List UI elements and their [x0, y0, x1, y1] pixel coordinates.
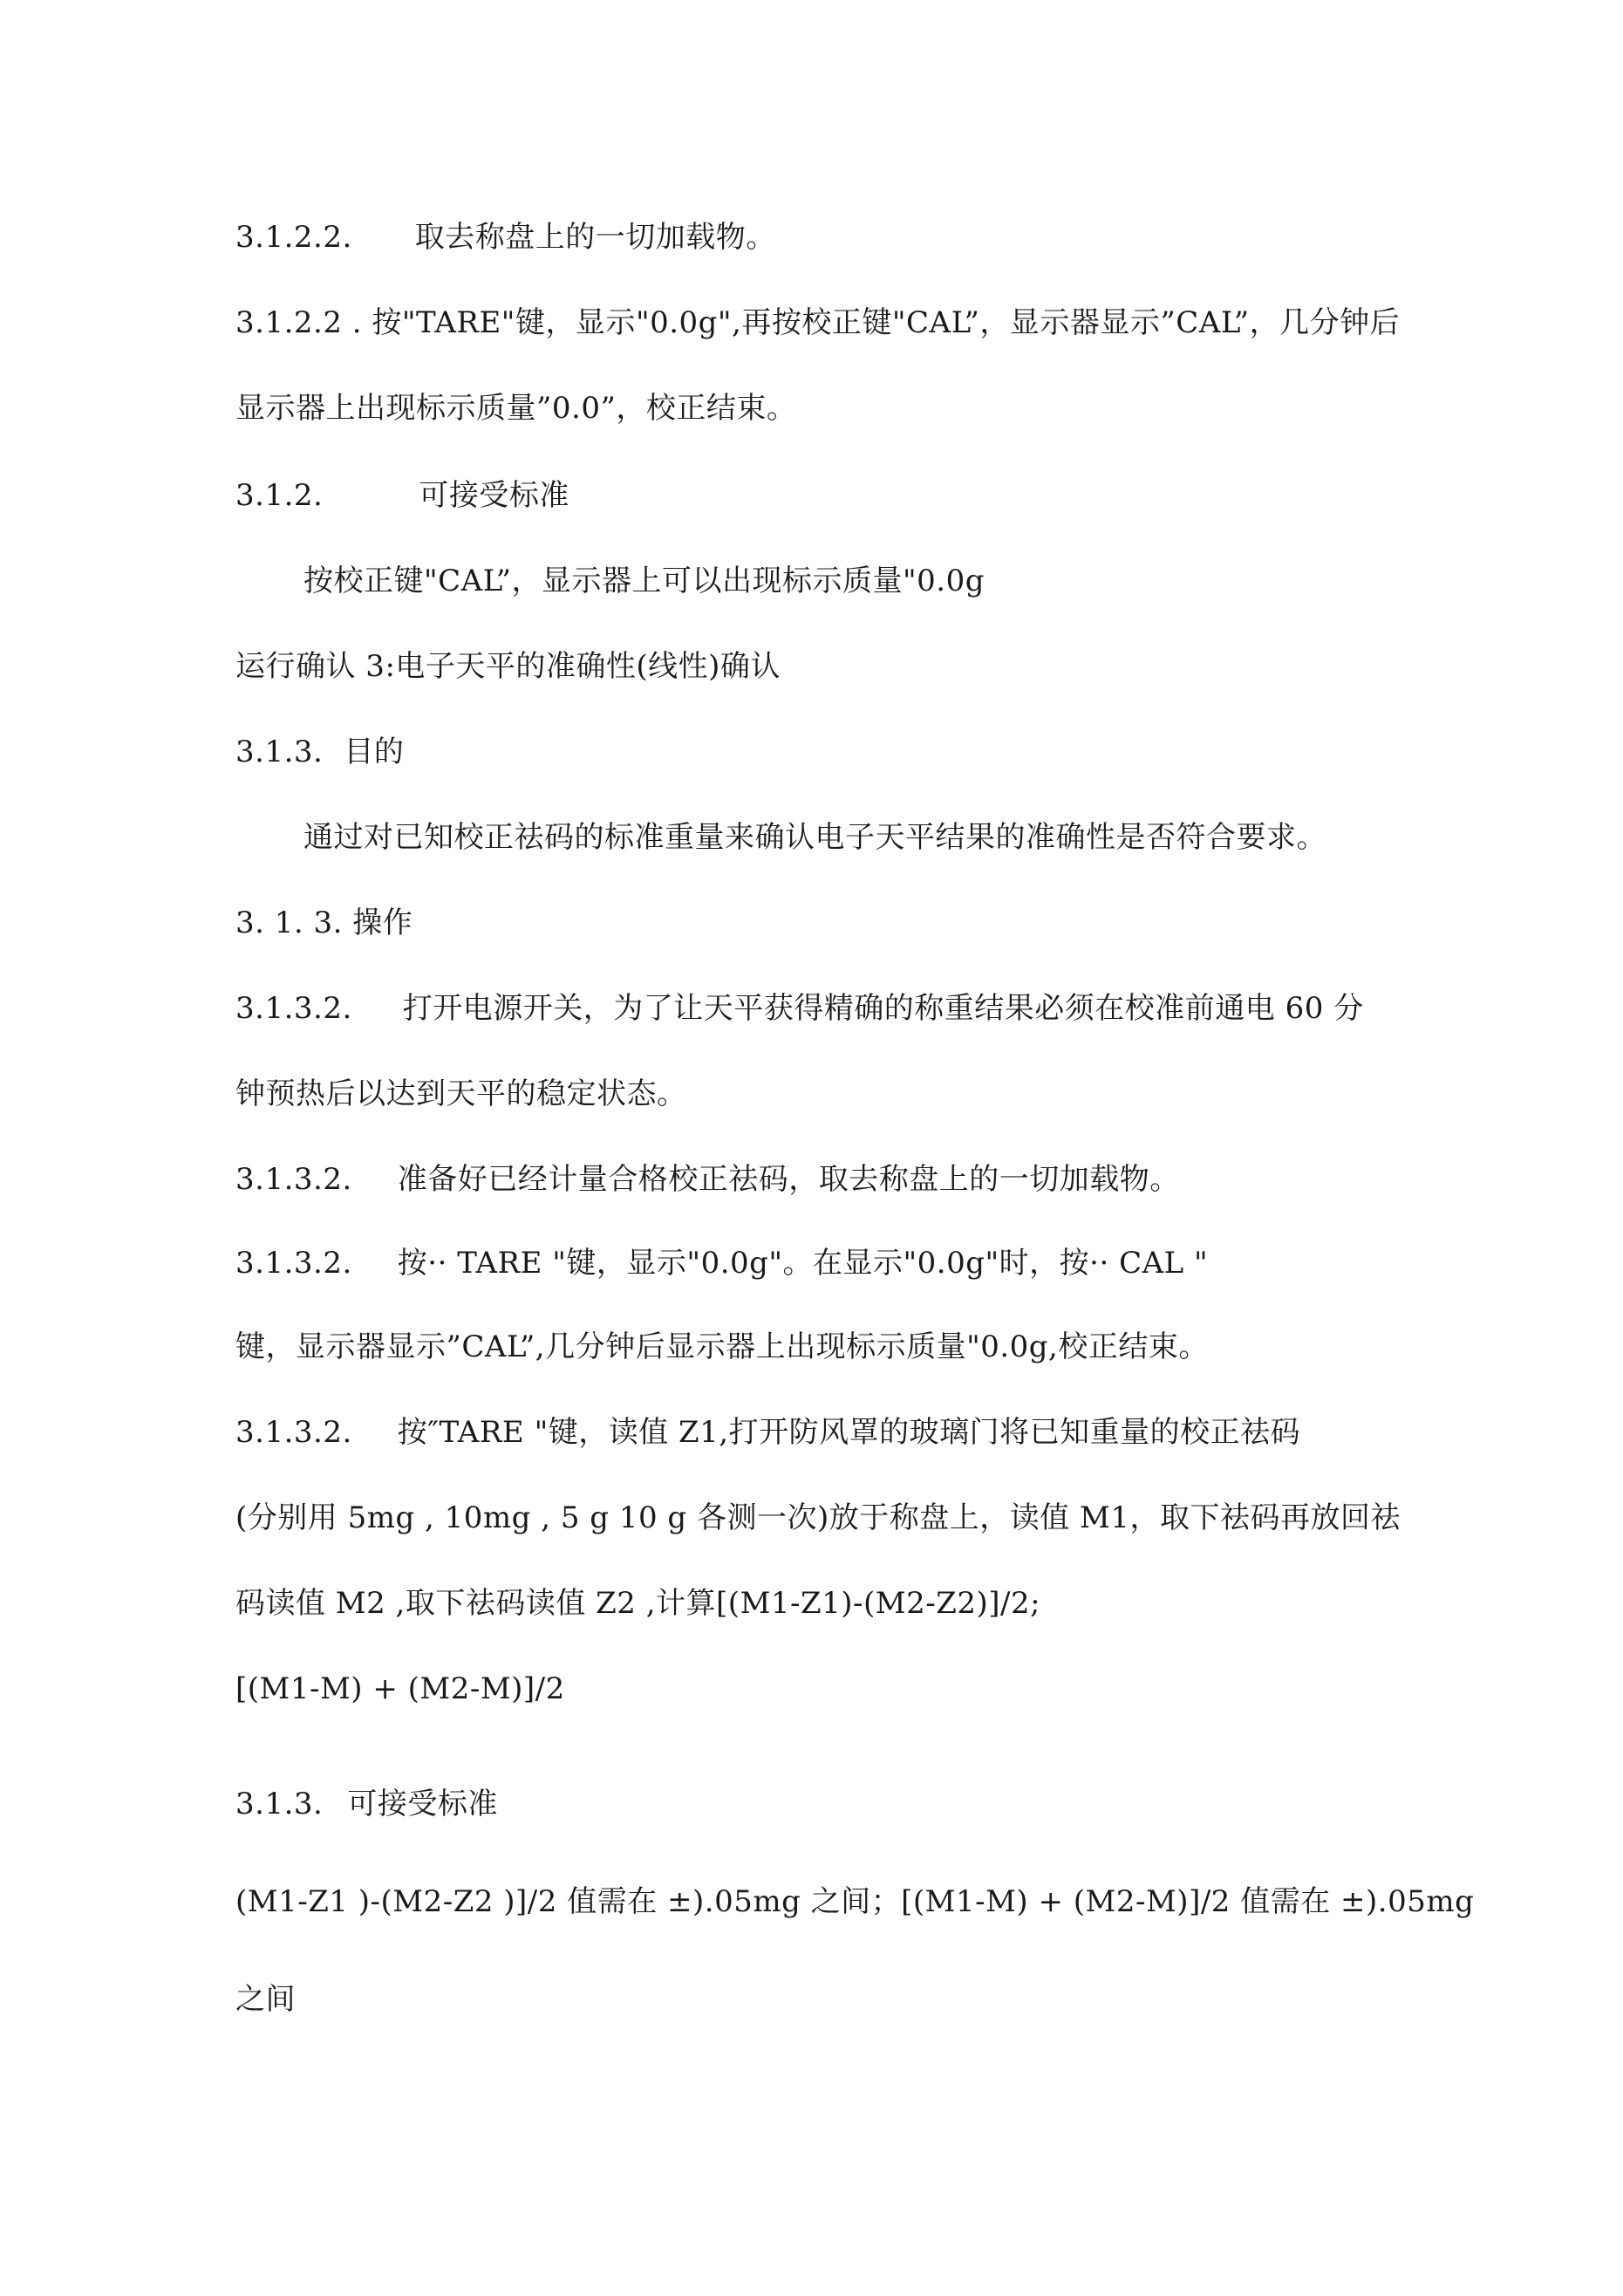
section-3-1-3-operation-heading [235, 905, 413, 940]
heading-text: 运行确认 3:电子天平的准确性(线性)确认 [235, 649, 781, 684]
acceptance-criterion-2-continued [235, 1982, 296, 2017]
step-number: 3.1.3.2. [235, 1162, 352, 1197]
step-3-1-3-2-measure [235, 1415, 1300, 1450]
paragraph-text: 之间 [235, 1982, 296, 2017]
purpose-text [303, 820, 1326, 855]
step-3-1-3-2-tare-cal-continued [235, 1329, 1209, 1364]
paragraph-text: 通过对已知校正祛码的标准重量来确认电子天平结果的准确性是否符合要求。 [303, 820, 1326, 855]
heading-text: 3. 1. 3. 操作 [235, 905, 413, 940]
step-number: 3.1.3.2. [235, 1415, 352, 1450]
step-number: 3.1.2.2. [235, 220, 352, 255]
formula-line [235, 1671, 565, 1706]
step-text: 按″TARE "键，读值 Z1,打开防风罩的玻璃门将已知重量的校正祛码 [397, 1415, 1301, 1450]
paragraph-text: (分别用 5mg , 10mg , 5 g 10 g 各测一次)放于称盘上，读值 M1，取下祛码再放回祛 [235, 1500, 1401, 1535]
step-number: 3.1.3.2. [235, 991, 352, 1026]
step-text: 取去称盘上的一切加载物。 [414, 220, 776, 255]
step-3-1-2-2-continued [235, 391, 796, 426]
section-title: 目的 [344, 735, 405, 769]
paragraph-text: 按校正键"CAL”，显示器上可以出现标示质量"0.0g [303, 564, 985, 598]
paragraph-text: 钟预热后以达到天平的稳定状态。 [235, 1076, 687, 1111]
step-3-1-3-2-tare-cal [235, 1246, 1208, 1281]
step-text: 打开电源开关，为了让天平获得精确的称重结果必须在校准前通电 60 分 [402, 991, 1364, 1026]
formula-text: [(M1-M) + (M2-M)]/2 [235, 1671, 565, 1706]
step-3-1-3-2-power-on [235, 991, 1364, 1026]
section-number: 3.1.3. [235, 735, 324, 769]
acceptance-criterion-1 [303, 564, 985, 598]
paragraph-text: 显示器上出现标示质量”0.0”，校正结束。 [235, 391, 797, 426]
section-title: 可接受标准 [347, 1787, 498, 1821]
section-number: 3.1.3. [235, 1787, 324, 1821]
step-3-1-2-2-tare-cal [235, 305, 1400, 340]
step-text: 准备好已经计量合格校正祛码，取去称盘上的一切加载物。 [397, 1162, 1180, 1197]
step-3-1-2-2-remove-load [235, 220, 776, 255]
step-3-1-3-2-power-on-continued [235, 1076, 687, 1111]
section-title: 可接受标准 [419, 478, 569, 513]
step-3-1-3-2-measure-continued-1 [235, 1500, 1401, 1535]
operation-confirm-3-heading [235, 649, 781, 684]
step-3-1-3-2-measure-continued-2 [235, 1586, 1040, 1621]
paragraph-text: 键，显示器显示”CAL”,几分钟后显示器上出现标示质量"0.0g,校正结束。 [235, 1329, 1209, 1364]
step-text: 按·· TARE "键，显示"0.0g"。在显示"0.0g"时，按·· CAL " [397, 1246, 1209, 1281]
step-number: 3.1.3.2. [235, 1246, 352, 1281]
step-3-1-3-2-prepare-weights [235, 1162, 1180, 1197]
section-3-1-3-acceptance-heading [235, 1787, 498, 1821]
paragraph-text: 码读值 M2 ,取下祛码读值 Z2 ,计算[(M1-Z1)-(M2-Z2)]/2; [235, 1586, 1041, 1621]
acceptance-criterion-2 [235, 1884, 1474, 1919]
section-3-1-3-purpose-heading [235, 735, 404, 769]
paragraph-text: (M1-Z1 )-(M2-Z2 )]/2 值需在 ±).05mg 之间；[(M1-M) + (M2-M)]/2 值需在 ±).05mg [235, 1884, 1475, 1919]
paragraph-text: 3.1.2.2 . 按"TARE"键，显示"0.0g",再按校正键"CAL”，显示器显示”CAL”，几分钟后 [235, 305, 1401, 340]
section-number: 3.1.2. [235, 478, 324, 513]
section-3-1-2-acceptance-heading [235, 478, 569, 513]
